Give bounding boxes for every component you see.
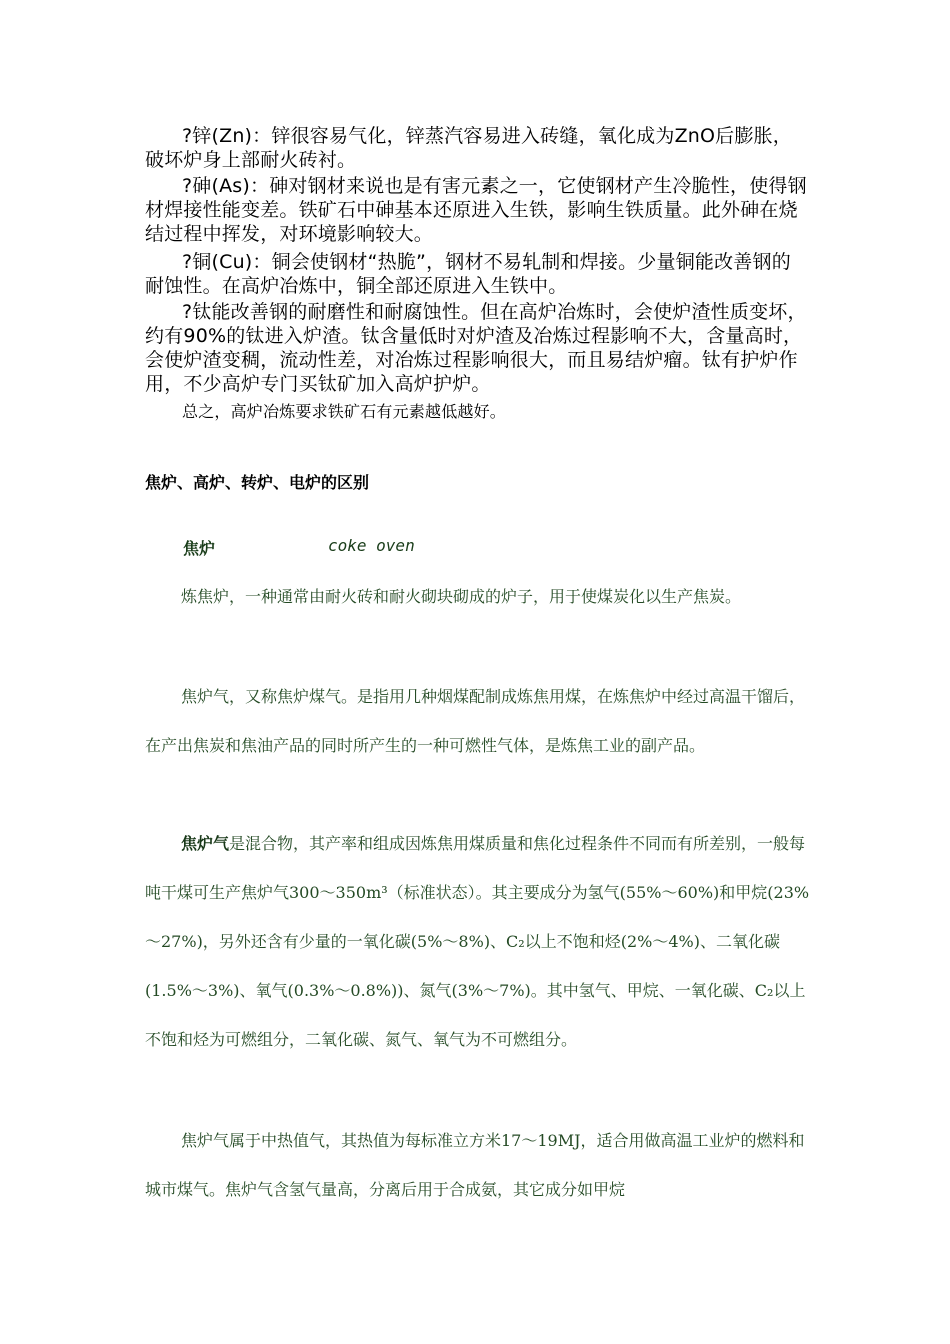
paragraph-copper: ?铜(Cu)：铜会使钢材“热脆”，钢材不易轧制和焊接。少量铜能改善钢的耐蚀性。在高炉冶炼中，铜全部还原进入生铁中。 (145, 251, 791, 297)
section-heading: 焦炉、高炉、转炉、电炉的区别 (145, 473, 370, 492)
paragraph-gas-composition (145, 819, 810, 1064)
subheading-english: coke oven (328, 536, 415, 555)
composition-text: 是混合物，其产率和组成因炼焦用煤质量和焦化过程条件不同而有所差别，一般每吨干煤可生产焦炉气300～350m³（标准状态）。其主要成分为氢气(55%～60%)和甲烷(23%～27%)，另外还含有少量的一氧化碳(5%～8%)、C₂以上不饱和烃(2%～4%)、二氧化碳(1.5%～3%)、氧气(0.3%～0.8%))、氮气(3%～7%)。其中氢气、甲烷、一氧化碳、C₂以上不饱和烃为可燃组分，二氧化碳、氮气、氧气为不可燃组分。 (145, 834, 810, 1049)
paragraph-titanium: ?钛能改善钢的耐磨性和耐腐蚀性。但在高炉冶炼时，会使炉渣性质变坏，约有90%的钛进入炉渣。钛含量低时对炉渣及冶炼过程影响不大，含量高时，会使炉渣变稠，流动性差，对冶炼过程影响很大，而且易结炉瘤。钛有护炉作用，不少高炉专门买钛矿加入高炉护炉。 (145, 301, 807, 395)
bold-term: 焦炉气 (181, 834, 230, 853)
paragraph-summary: 总之，高炉冶炼要求铁矿石有元素越低越好。 (182, 402, 507, 421)
subheading-coke-oven: 焦炉 (183, 539, 216, 558)
paragraph-zinc: ?锌(Zn)：锌很容易气化，锌蒸汽容易进入砖缝，氧化成为ZnO后膨胀，破坏炉身上部耐火砖衬。 (145, 125, 792, 171)
paragraph-coke-oven-gas: 焦炉气，又称焦炉煤气。是指用几种烟煤配制成炼焦用煤，在炼焦炉中经过高温干馏后，在产出焦炭和焦油产品的同时所产生的一种可燃性气体，是炼焦工业的副产品。 (145, 687, 806, 755)
paragraph-arsenic: ?砷(As)：砷对钢材来说也是有害元素之一，它使钢材产生冷脆性，使得钢材焊接性能变差。铁矿石中砷基本还原进入生铁，影响生铁质量。此外砷在烧结过程中挥发，对环境影响较大。 (145, 175, 807, 245)
paragraph-heat-value: 焦炉气属于中热值气，其热值为每标准立方米17～19MJ，适合用做高温工业炉的燃料和城市煤气。焦炉气含氢气量高，分离后用于合成氨，其它成分如甲烷 (145, 1131, 805, 1199)
paragraph-coke-oven-definition: 炼焦炉，一种通常由耐火砖和耐火砌块砌成的炉子，用于使煤炭化以生产焦炭。 (181, 587, 742, 606)
